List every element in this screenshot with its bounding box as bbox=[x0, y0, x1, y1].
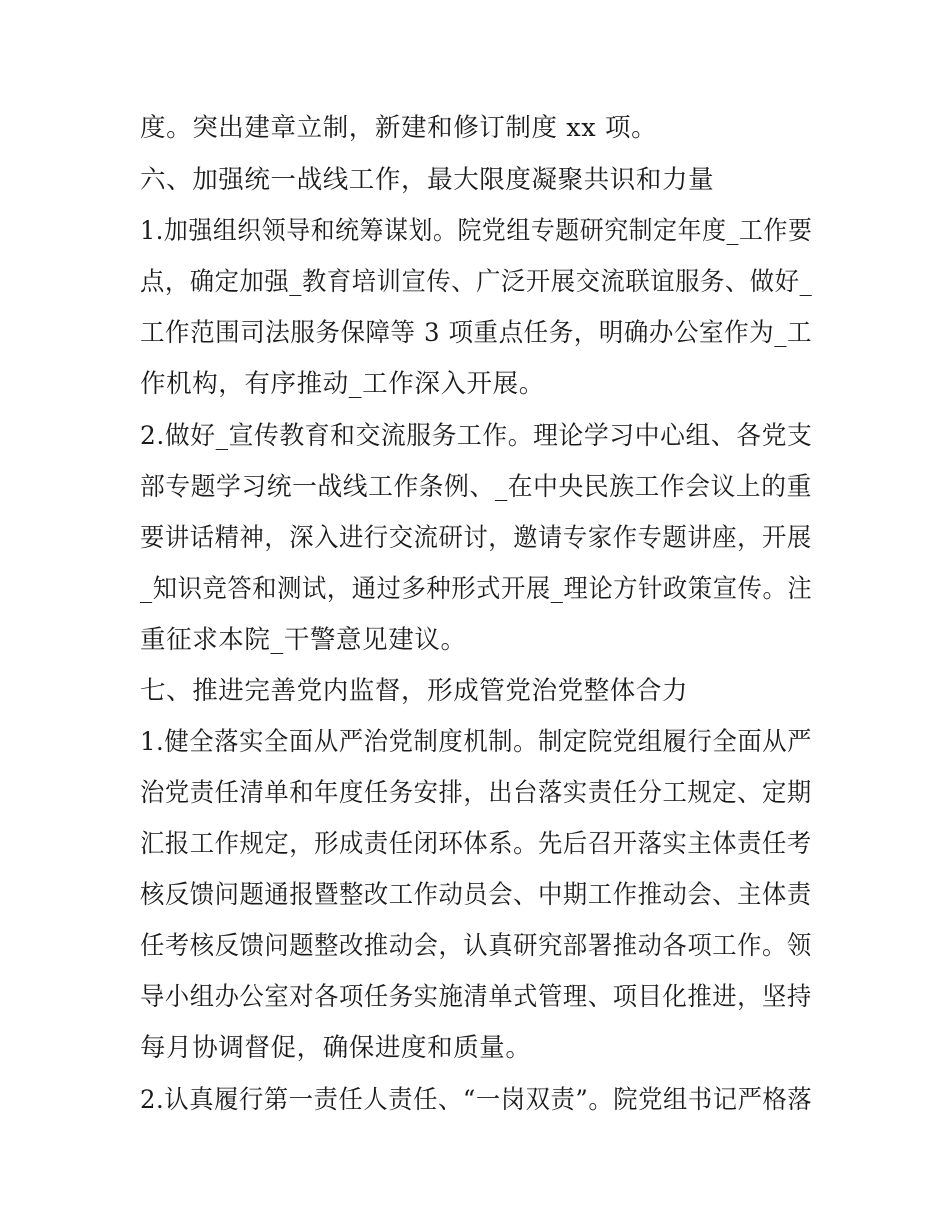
paragraph-line: 点，确定加强_教育培训宣传、广泛开展交流联谊服务、做好_ bbox=[140, 267, 813, 297]
paragraph-line: 任考核反馈问题整改推动会，认真研究部署推动各项工作。领 bbox=[140, 931, 812, 961]
paragraph-line: 1.健全落实全面从严治党制度机制。制定院党组履行全面从严 bbox=[140, 727, 813, 757]
paragraph-line: 部专题学习统一战线工作条例、_在中央民族工作会议上的重 bbox=[140, 472, 812, 502]
paragraph-line: _知识竞答和测试，通过多种形式开展_理论方针政策宣传。注 bbox=[140, 574, 813, 604]
paragraph-line: 2.做好_宣传教育和交流服务工作。理论学习中心组、各党支 bbox=[140, 421, 813, 451]
paragraph-line: 治党责任清单和年度任务安排，出台落实责任分工规定、定期 bbox=[140, 778, 812, 808]
section-heading-seven: 七、推进完善党内监督，形成管党治党整体合力 bbox=[140, 676, 689, 706]
paragraph-line: 重征求本院_干警意见建议。 bbox=[140, 625, 467, 655]
paragraph-line: 要讲话精神，深入进行交流研讨，邀请专家作专题讲座，开展 bbox=[140, 523, 812, 553]
paragraph-line: 度。突出建章立制，新建和修订制度 xx 项。 bbox=[140, 113, 658, 143]
paragraph-line: 2.认真履行第一责任人责任、“一岗双责”。院党组书记严格落 bbox=[140, 1085, 813, 1115]
section-heading-six: 六、加强统一战线工作，最大限度凝聚共识和力量 bbox=[140, 165, 715, 195]
paragraph-line: 每月协调督促，确保进度和质量。 bbox=[140, 1033, 532, 1063]
paragraph-line: 导小组办公室对各项任务实施清单式管理、项目化推进，坚持 bbox=[140, 982, 812, 1012]
paragraph-line: 作机构，有序推动_工作深入开展。 bbox=[140, 369, 545, 399]
paragraph-line: 核反馈问题通报暨整改工作动员会、中期工作推动会、主体责 bbox=[140, 880, 812, 910]
paragraph-line: 汇报工作规定，形成责任闭环体系。先后召开落实主体责任考 bbox=[140, 829, 812, 859]
paragraph-line: 1.加强组织领导和统筹谋划。院党组专题研究制定年度_工作要 bbox=[140, 216, 813, 246]
paragraph-line: 工作范围司法服务保障等 3 项重点任务，明确办公室作为_工 bbox=[140, 318, 813, 348]
